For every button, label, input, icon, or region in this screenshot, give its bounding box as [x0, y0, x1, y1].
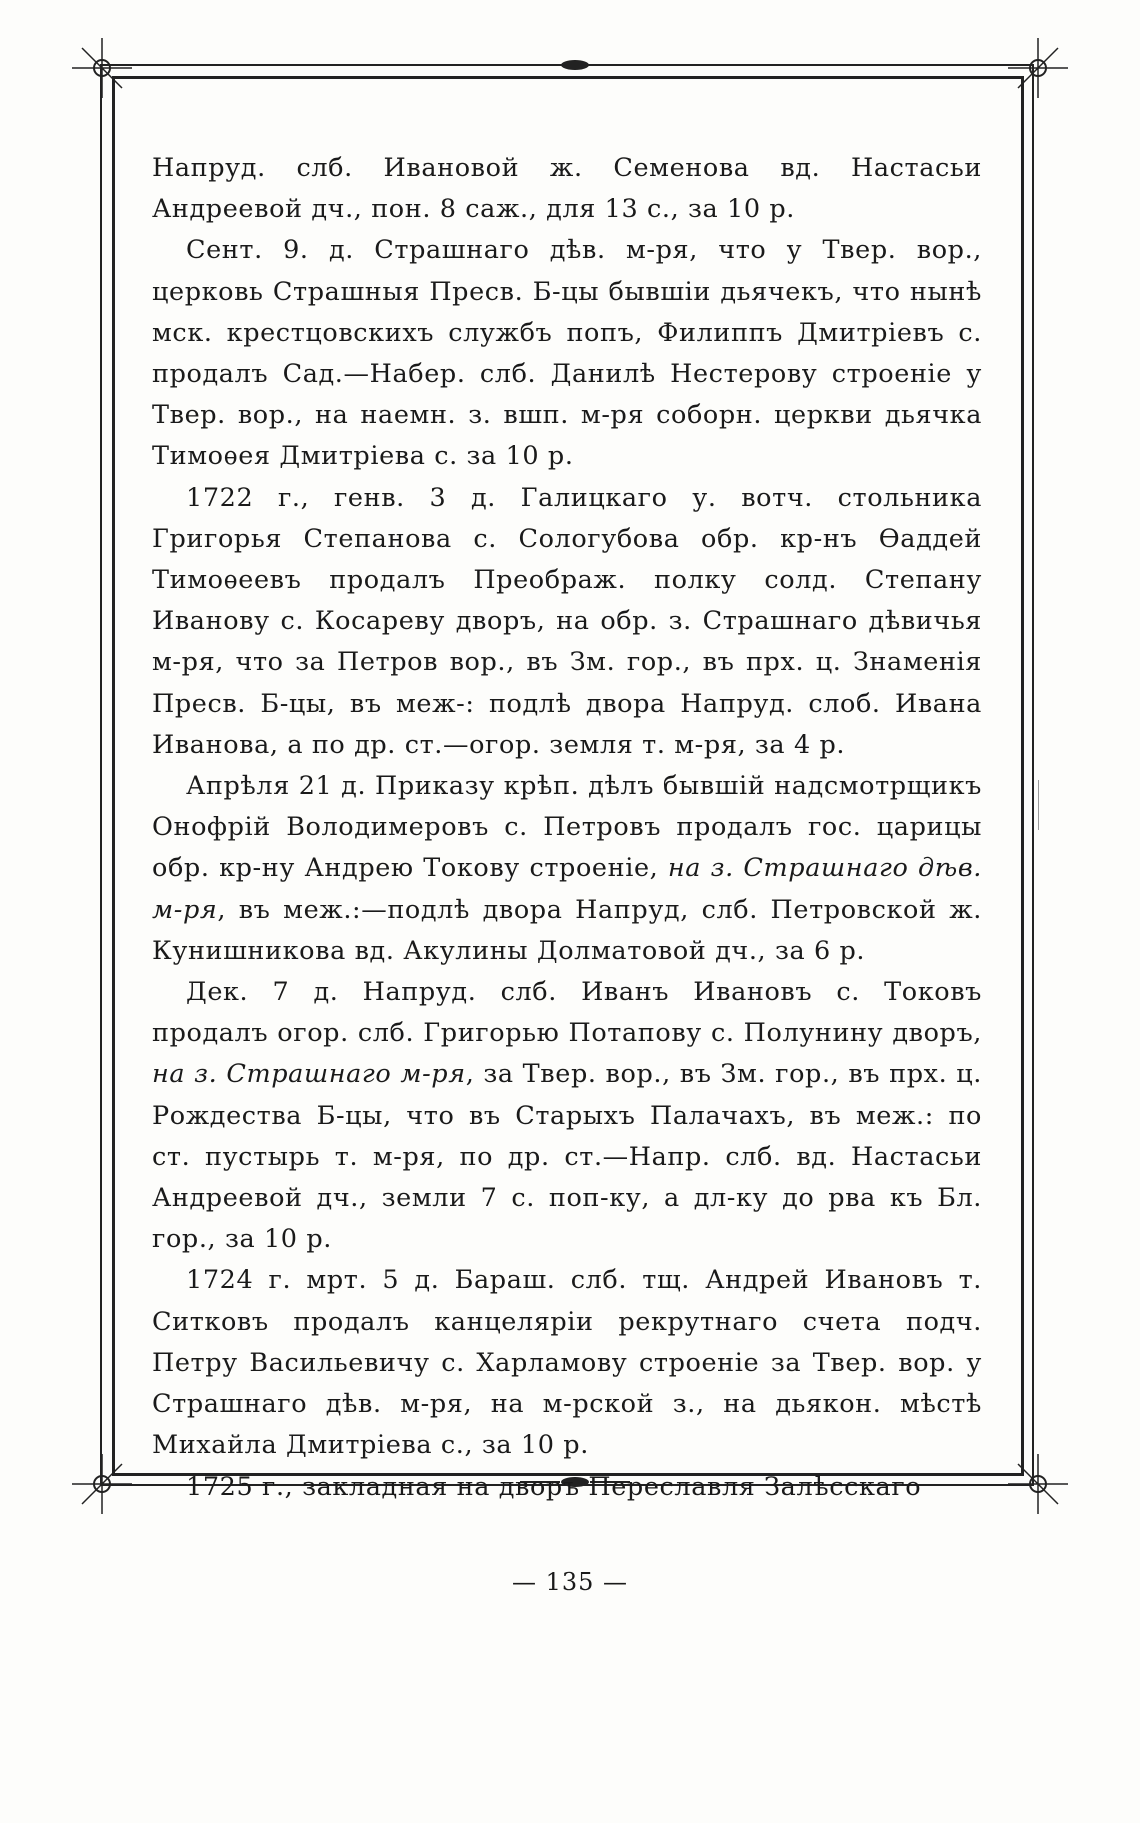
- corner-flourish-icon: [1008, 38, 1068, 98]
- top-ornament-icon: [520, 58, 630, 72]
- page-number: — 135 —: [511, 1568, 629, 1596]
- text-segment: , за Твер. вор., въ Зм. гор., въ прх. ц. Рождества Б-цы, что въ Старыхъ Палачахъ, въ меж.: по ст. пустырь т. м-ря, по др. ст.—Напр. слб. вд. Настасьи Андреевой дч., земли 7 с. поп-ку, а дл-ку до рва къ Бл. гор., за 10 р.: [152, 1059, 982, 1255]
- paragraph: [152, 478, 982, 766]
- paragraph: [152, 1260, 982, 1466]
- corner-flourish-icon: [72, 1454, 132, 1514]
- text-segment: Сент. 9. д. Страшнаго дѣв. м-ря, что у Твер. вор., церковь Страшныя Пресв. Б-цы бывшіи дьячекъ, что нынѣ мск. крестцовскихъ службъ попъ, Филиппъ Дмитріевъ с. продалъ Сад.—Набер. слб. Данилѣ Нестерову строеніе у Твер. вор., на наемн. з. вшп. м-ря соборн. церкви дьячка Тимоѳея Дмитріева с. за 10 р.: [152, 235, 982, 472]
- text-segment: 1722 г., генв. 3 д. Галицкаго у. вотч. стольника Григорья Степанова с. Сологубова обр. кр-нъ Ѳаддей Тимоѳеевъ продалъ Преображ. полку солд. Степану Иванову с. Косареву дворъ, на обр. з. Страшнаго дѣвичья м-ря, что за Петров вор., въ Зм. гор., въ прх. ц. Знаменія Пресв. Б-цы, въ меж-: подлѣ двора Напруд. слоб. Ивана Иванова, а по др. ст.—огор. земля т. м-ря, за 4 р.: [152, 482, 982, 760]
- corner-flourish-icon: [72, 38, 132, 98]
- text-segment: Дек. 7 д. Напруд. слб. Иванъ Ивановъ с. Токовъ продалъ огор. слб. Григорью Потапову с. Полунину дворъ,: [152, 977, 982, 1049]
- paragraph: [152, 766, 982, 972]
- corner-flourish-icon: [1008, 1454, 1068, 1514]
- text-segment: Апрѣля 21 д. Приказу крѣп. дѣлъ бывшій надсмотрщикъ Онофрій Володимеровъ с. Петровъ продалъ гос. царицы обр. кр-ну Андрею Токову строеніе,: [152, 771, 982, 884]
- paragraph: [152, 230, 982, 477]
- paragraph: [152, 148, 982, 230]
- italic-phrase: на з. Страшнаго дѣв. м-ря: [152, 853, 982, 925]
- body-text: [152, 148, 982, 1508]
- text-segment: , въ меж.:—подлѣ двора Напруд, слб. Петровской ж. Кунишникова вд. Акулины Долматовой дч., за 6 р.: [152, 894, 982, 966]
- paragraph: [152, 1467, 982, 1508]
- paragraph: [152, 972, 982, 1260]
- margin-mark: [1038, 780, 1049, 830]
- italic-phrase: на з. Страшнаго м-ря: [152, 1059, 466, 1090]
- text-segment: Напруд. слб. Ивановой ж. Семенова вд. Настасьи Андреевой дч., пон. 8 саж., для 13 с., за 10 р.: [152, 153, 982, 225]
- text-segment: 1724 г. мрт. 5 д. Бараш. слб. тщ. Андрей Ивановъ т. Ситковъ продалъ канцеляріи рекрутнаго счета подч. Петру Васильевичу с. Харламову строеніе за Твер. вор. у Страшнаго дѣв. м-ря, на м-рской з., на дьякон. мѣстѣ Михайла Дмитріева с., за 10 р.: [152, 1265, 982, 1461]
- text-segment: 1725 г., закладная на дворъ Переславля Залѣсскаго: [186, 1471, 922, 1502]
